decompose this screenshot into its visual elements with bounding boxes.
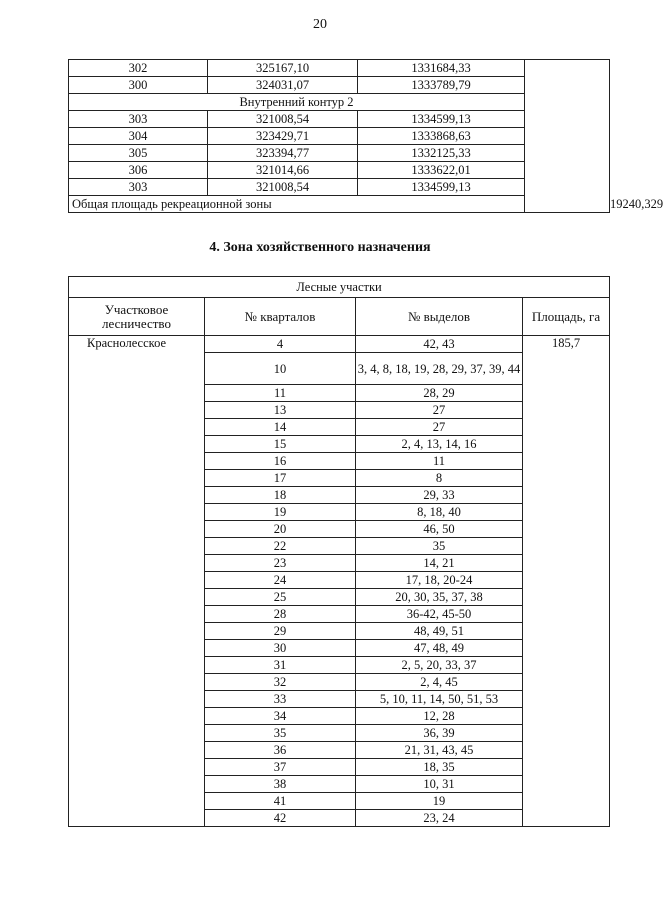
plots-cell: 2, 4, 13, 14, 16 bbox=[356, 436, 523, 453]
plots-cell: 2, 4, 45 bbox=[356, 674, 523, 691]
quarter-cell: 34 bbox=[205, 708, 356, 725]
plots-cell: 21, 31, 43, 45 bbox=[356, 742, 523, 759]
point-cell: 300 bbox=[69, 77, 208, 94]
x-cell: 321008,54 bbox=[208, 111, 358, 128]
x-cell: 325167,10 bbox=[208, 60, 358, 77]
table-title: Лесные участки bbox=[69, 277, 610, 298]
plots-cell: 47, 48, 49 bbox=[356, 640, 523, 657]
quarter-cell: 32 bbox=[205, 674, 356, 691]
quarter-cell: 19 bbox=[205, 504, 356, 521]
quarter-cell: 24 bbox=[205, 572, 356, 589]
point-cell: 303 bbox=[69, 111, 208, 128]
header-forestry: Участковое лесничество bbox=[69, 298, 205, 336]
quarter-cell: 36 bbox=[205, 742, 356, 759]
quarter-cell: 18 bbox=[205, 487, 356, 504]
plots-cell: 10, 31 bbox=[356, 776, 523, 793]
quarter-cell: 25 bbox=[205, 589, 356, 606]
plots-cell: 12, 28 bbox=[356, 708, 523, 725]
plots-cell: 8, 18, 40 bbox=[356, 504, 523, 521]
quarter-cell: 14 bbox=[205, 419, 356, 436]
area-value-cell: 185,7 bbox=[523, 336, 610, 827]
quarter-cell: 33 bbox=[205, 691, 356, 708]
area-blank-cell bbox=[525, 60, 610, 213]
plots-cell: 2, 5, 20, 33, 37 bbox=[356, 657, 523, 674]
plots-cell: 23, 24 bbox=[356, 810, 523, 827]
plots-cell: 19 bbox=[356, 793, 523, 810]
quarter-cell: 17 bbox=[205, 470, 356, 487]
plots-cell: 29, 33 bbox=[356, 487, 523, 504]
plots-cell: 27 bbox=[356, 419, 523, 436]
page-number: 20 bbox=[313, 17, 327, 32]
quarter-cell: 31 bbox=[205, 657, 356, 674]
quarter-cell: 37 bbox=[205, 759, 356, 776]
plots-cell: 18, 35 bbox=[356, 759, 523, 776]
y-cell: 1331684,33 bbox=[358, 60, 525, 77]
quarter-cell: 15 bbox=[205, 436, 356, 453]
quarter-cell: 29 bbox=[205, 623, 356, 640]
x-cell: 321014,66 bbox=[208, 162, 358, 179]
plots-cell: 17, 18, 20-24 bbox=[356, 572, 523, 589]
plots-cell: 35 bbox=[356, 538, 523, 555]
quarter-cell: 30 bbox=[205, 640, 356, 657]
quarter-cell: 16 bbox=[205, 453, 356, 470]
y-cell: 1333789,79 bbox=[358, 77, 525, 94]
table-title-row bbox=[69, 277, 610, 298]
point-cell: 304 bbox=[69, 128, 208, 145]
quarter-cell: 4 bbox=[205, 336, 356, 353]
table-row: Общая площадь рекреационной зоны 19240,329 bbox=[69, 196, 610, 213]
plots-cell: 20, 30, 35, 37, 38 bbox=[356, 589, 523, 606]
x-cell: 321008,54 bbox=[208, 179, 358, 196]
y-cell: 1333622,01 bbox=[358, 162, 525, 179]
table-row bbox=[69, 60, 610, 77]
total-area-label: Общая площадь рекреационной зоны bbox=[69, 196, 525, 213]
quarter-cell: 20 bbox=[205, 521, 356, 538]
plots-cell: 46, 50 bbox=[356, 521, 523, 538]
point-cell: 306 bbox=[69, 162, 208, 179]
plots-cell: 36-42, 45-50 bbox=[356, 606, 523, 623]
plots-cell: 11 bbox=[356, 453, 523, 470]
forestry-name-cell: Краснолесское bbox=[69, 336, 205, 827]
plots-cell: 27 bbox=[356, 402, 523, 419]
header-area: Площадь, га bbox=[523, 298, 610, 336]
forest-plots-table bbox=[68, 276, 610, 827]
point-cell: 303 bbox=[69, 179, 208, 196]
y-cell: 1332125,33 bbox=[358, 145, 525, 162]
x-cell: 323429,71 bbox=[208, 128, 358, 145]
plots-cell: 42, 43 bbox=[356, 336, 523, 353]
quarter-cell: 11 bbox=[205, 385, 356, 402]
table-row bbox=[69, 336, 610, 353]
quarter-cell: 23 bbox=[205, 555, 356, 572]
quarter-cell: 35 bbox=[205, 725, 356, 742]
y-cell: 1334599,13 bbox=[358, 179, 525, 196]
quarter-cell: 28 bbox=[205, 606, 356, 623]
quarter-cell: 41 bbox=[205, 793, 356, 810]
header-quarters: № кварталов bbox=[205, 298, 356, 336]
forest-plots-table-body bbox=[69, 277, 610, 827]
point-cell: 302 bbox=[69, 60, 208, 77]
y-cell: 1333868,63 bbox=[358, 128, 525, 145]
coordinates-table bbox=[68, 59, 663, 213]
quarter-cell: 22 bbox=[205, 538, 356, 555]
quarter-cell: 38 bbox=[205, 776, 356, 793]
plots-cell: 48, 49, 51 bbox=[356, 623, 523, 640]
plots-cell: 36, 39 bbox=[356, 725, 523, 742]
plots-cell: 3, 4, 8, 18, 19, 28, 29, 37, 39, 44 bbox=[356, 353, 523, 385]
plots-cell: 14, 21 bbox=[356, 555, 523, 572]
point-cell: 305 bbox=[69, 145, 208, 162]
quarter-cell: 13 bbox=[205, 402, 356, 419]
plots-cell: 28, 29 bbox=[356, 385, 523, 402]
table-header-row bbox=[69, 298, 610, 336]
plots-cell: 5, 10, 11, 14, 50, 51, 53 bbox=[356, 691, 523, 708]
y-cell: 1334599,13 bbox=[358, 111, 525, 128]
x-cell: 323394,77 bbox=[208, 145, 358, 162]
header-plots: № выделов bbox=[356, 298, 523, 336]
x-cell: 324031,07 bbox=[208, 77, 358, 94]
plots-cell: 8 bbox=[356, 470, 523, 487]
quarter-cell: 42 bbox=[205, 810, 356, 827]
quarter-cell: 10 bbox=[205, 353, 356, 385]
inner-contour-label: Внутренний контур 2 bbox=[69, 94, 525, 111]
coordinates-table-body bbox=[69, 60, 663, 213]
section-title: 4. Зона хозяйственного назначения bbox=[209, 240, 431, 255]
